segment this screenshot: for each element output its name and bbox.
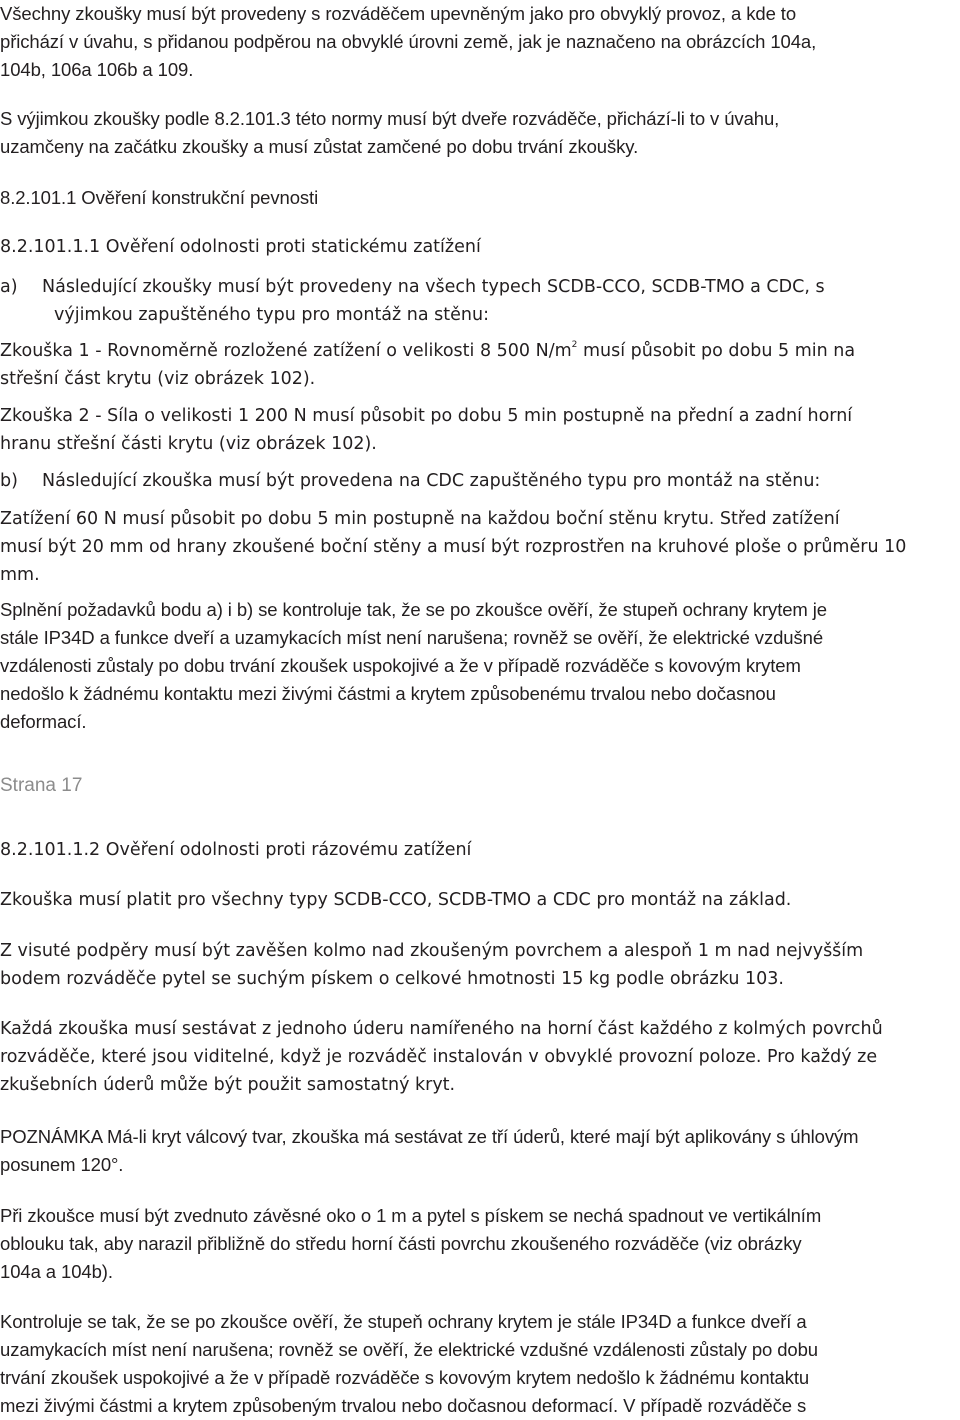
impact-rule-paragraph: Každá zkouška musí sestávat z jednoho úderu namířeného na horní část každého z kolmých povrchů rozváděče, které jsou viditelné, když je rozváděč instalován v obvyklé provozní poloze. Pro každý ze zkušebních úderů může být použit samostatný kryt. xyxy=(0,1019,883,1095)
intro-paragraph: Všechny zkoušky musí být provedeny s rozváděčem upevněným jako pro obvyklý provoz, a kde to přichází v úvahu, s přidanou podpěrou na obvyklé úrovni země, jak je naznačeno na obrázcích 104a, 104b, 106a 106b a 109. xyxy=(0,3,817,80)
section-heading-8-2-101-1-2: 8.2.101.1.2 Ověření odolnosti proti rázovému zatížení xyxy=(0,840,472,860)
list-item-b xyxy=(0,467,960,495)
applicability-paragraph: Zkouška musí platit pro všechny typy SCDB-CCO, SCDB-TMO a CDC pro montáž na základ. xyxy=(0,890,792,910)
page-marker: Strana 17 xyxy=(0,775,83,796)
test-2-paragraph: Zkouška 2 - Síla o velikosti 1 200 N musí působit po dobu 5 min postupně na přední a zadní horní hranu střešní části krytu (viz obrázek 102). xyxy=(0,406,853,454)
door-lock-paragraph: S výjimkou zkoušky podle 8.2.101.3 této normy musí být dveře rozváděče, přichází-li to v úvahu, uzamčeny na začátku zkoušky a musí zůstat zamčené po dobu trvání zkoušky. xyxy=(0,108,780,157)
note-paragraph: POZNÁMKA Má-li kryt válcový tvar, zkouška má sestávat ze tří úderů, které mají být aplikovány s úhlovým posunem 120°. xyxy=(0,1126,859,1175)
drop-procedure-paragraph: Při zkoušce musí být zvednuto závěsné oko o 1 m a pytel s pískem se nechá spadnout ve vertikálním oblouku tak, aby narazil přibližně do středu horní části povrchu zkoušeného rozváděče (viz obrázky 104a a 104b). xyxy=(0,1205,822,1282)
list-marker-b: b) xyxy=(0,471,18,491)
list-item-a xyxy=(0,273,960,329)
sandbag-setup-paragraph: Z visuté podpěry musí být zavěšen kolmo nad zkoušeným povrchem a alespoň 1 m nad nejvyšším bodem rozváděče pytel se suchým pískem o celkové hmotnosti 15 kg podle obrázku 103. xyxy=(0,941,864,989)
compliance-impact-paragraph: Kontroluje se tak, že se po zkoušce ověří, že stupeň ochrany krytem je stále IP34D a funkce dveří a uzamykacích míst není narušena; rovněž se ověří, že elektrické vzdušné vzdálenosti zůstaly po dobu trvání zkoušek uspokojivé a že v případě rozváděče s kovovým krytem nedošlo k žádnému kontaktu mezi živými částmi a krytem způsobeným trvalou nebo dočasnou deformací. V případě rozváděče s xyxy=(0,1311,818,1416)
test-1-paragraph xyxy=(0,337,960,393)
list-marker-a: a) xyxy=(0,277,18,297)
list-item-b-text: Následující zkouška musí být provedena na CDC zapuštěného typu pro montáž na stěnu: xyxy=(42,471,821,491)
test-1-text-end: musí působit po dobu 5 min na střešní část krytu (viz obrázek 102). xyxy=(0,341,856,389)
test-1-text-start: Zkouška 1 - Rovnoměrně rozložené zatížení o velikosti 8 500 N/m xyxy=(0,341,572,361)
compliance-ab-paragraph: Splnění požadavků bodu a) i b) se kontroluje tak, že se po zkoušce ověří, že stupeň ochrany krytem je stále IP34D a funkce dveří a uzamykacích míst není narušena; rovněž se ověří, že elektrické vzdušné vzdálenosti zůstaly po dobu trvání zkoušek uspokojivé a že v případě rozváděče s kovovým krytem nedošlo k žádnému kontaktu mezi živými částmi a krytem způsobenému trvalou nebo dočasnou deformací. xyxy=(0,599,827,732)
list-item-a-text: Následující zkoušky musí být provedeny na všech typech SCDB-CCO, SCDB-TMO a CDC, s výjimkou zapuštěného typu pro montáž na stěnu: xyxy=(42,277,825,325)
load-60n-paragraph: Zatížení 60 N musí působit po dobu 5 min postupně na každou boční stěnu krytu. Střed zatížení musí být 20 mm od hrany zkoušené boční stěny a musí být rozprostřen na kruhové ploše o průměru 10 mm. xyxy=(0,509,907,585)
section-heading-8-2-101-1: 8.2.101.1 Ověření konstrukční pevnosti xyxy=(0,187,319,208)
section-heading-8-2-101-1-1: 8.2.101.1.1 Ověření odolnosti proti statickému zatížení xyxy=(0,237,481,257)
test-1-superscript: 2 xyxy=(571,340,578,351)
